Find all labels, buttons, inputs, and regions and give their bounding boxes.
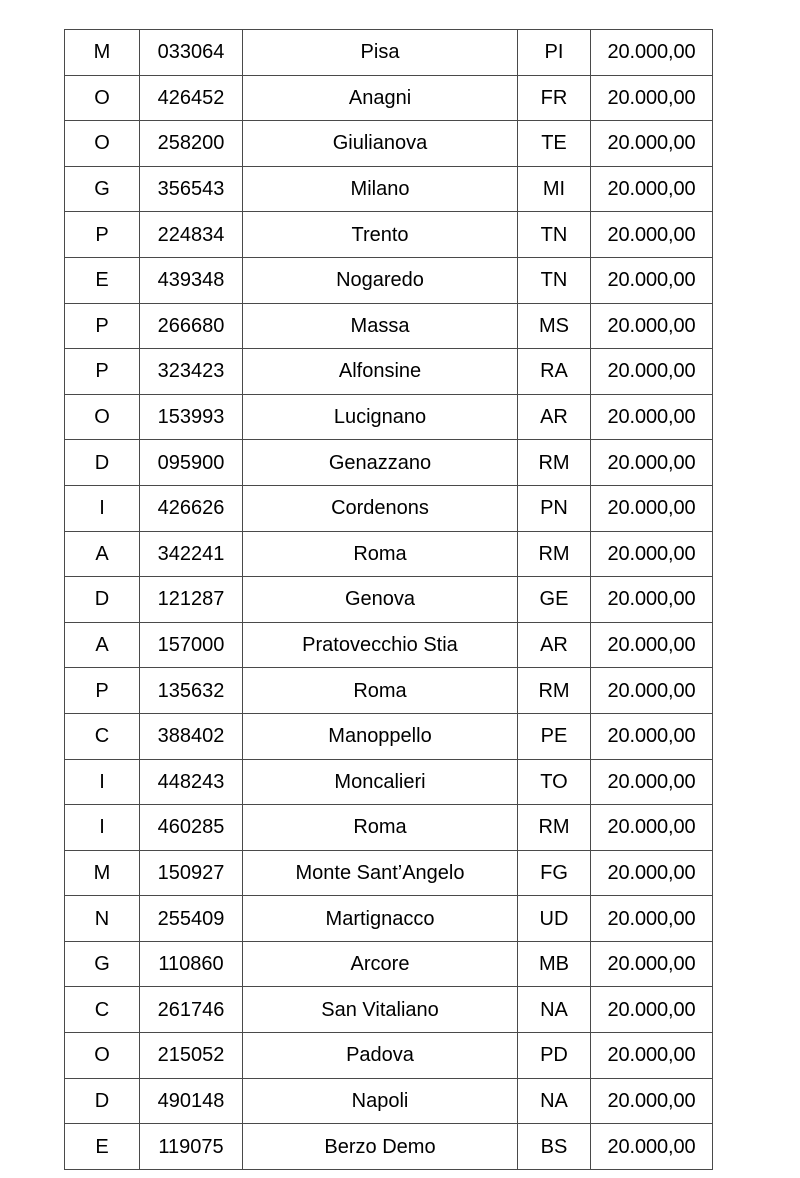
cell-letter: I (65, 485, 140, 531)
cell-city: Massa (243, 303, 518, 349)
table-row (65, 668, 713, 714)
cell-province: AR (518, 394, 591, 440)
cell-city: Lucignano (243, 394, 518, 440)
cell-code: 157000 (140, 622, 243, 668)
cell-amount: 20.000,00 (591, 941, 713, 987)
cell-amount: 20.000,00 (591, 713, 713, 759)
cell-city: Roma (243, 805, 518, 851)
cell-amount: 20.000,00 (591, 257, 713, 303)
cell-amount: 20.000,00 (591, 577, 713, 623)
table-row (65, 941, 713, 987)
cell-code: 095900 (140, 440, 243, 486)
cell-province: BS (518, 1124, 591, 1170)
cell-code: 460285 (140, 805, 243, 851)
cell-code: 388402 (140, 713, 243, 759)
cell-province: FG (518, 850, 591, 896)
cell-city: Nogaredo (243, 257, 518, 303)
table-row (65, 1124, 713, 1170)
cell-city: Padova (243, 1033, 518, 1079)
cell-city: Alfonsine (243, 349, 518, 395)
cell-amount: 20.000,00 (591, 987, 713, 1033)
cell-amount: 20.000,00 (591, 759, 713, 805)
cell-amount: 20.000,00 (591, 485, 713, 531)
cell-code: 266680 (140, 303, 243, 349)
cell-code: 426452 (140, 75, 243, 121)
table-row (65, 622, 713, 668)
cell-code: 490148 (140, 1078, 243, 1124)
cell-code: 356543 (140, 166, 243, 212)
cell-letter: G (65, 166, 140, 212)
cell-code: 033064 (140, 30, 243, 76)
table-row (65, 212, 713, 258)
cell-letter: C (65, 713, 140, 759)
cell-province: TN (518, 257, 591, 303)
cell-letter: N (65, 896, 140, 942)
cell-letter: O (65, 394, 140, 440)
table-row (65, 1033, 713, 1079)
cell-province: TN (518, 212, 591, 258)
cell-amount: 20.000,00 (591, 1033, 713, 1079)
cell-amount: 20.000,00 (591, 30, 713, 76)
cell-province: TE (518, 121, 591, 167)
cell-amount: 20.000,00 (591, 668, 713, 714)
cell-letter: O (65, 121, 140, 167)
cell-letter: P (65, 303, 140, 349)
table-row (65, 394, 713, 440)
cell-code: 448243 (140, 759, 243, 805)
cell-city: Manoppello (243, 713, 518, 759)
table-row (65, 440, 713, 486)
cell-city: Milano (243, 166, 518, 212)
cell-letter: P (65, 668, 140, 714)
table-row (65, 30, 713, 76)
cell-city: Genova (243, 577, 518, 623)
cell-code: 135632 (140, 668, 243, 714)
cell-province: PN (518, 485, 591, 531)
cell-amount: 20.000,00 (591, 121, 713, 167)
cell-city: Cordenons (243, 485, 518, 531)
cell-letter: M (65, 850, 140, 896)
table-row (65, 577, 713, 623)
cell-province: PE (518, 713, 591, 759)
cell-letter: O (65, 75, 140, 121)
cell-province: AR (518, 622, 591, 668)
cell-letter: A (65, 622, 140, 668)
table-row (65, 531, 713, 577)
cell-city: Genazzano (243, 440, 518, 486)
cell-province: MB (518, 941, 591, 987)
table-body (65, 30, 713, 1170)
cell-amount: 20.000,00 (591, 850, 713, 896)
cell-amount: 20.000,00 (591, 394, 713, 440)
cell-code: 258200 (140, 121, 243, 167)
table-row (65, 75, 713, 121)
cell-amount: 20.000,00 (591, 75, 713, 121)
cell-amount: 20.000,00 (591, 896, 713, 942)
cell-city: Roma (243, 668, 518, 714)
cell-letter: C (65, 987, 140, 1033)
cell-province: TO (518, 759, 591, 805)
cell-province: NA (518, 1078, 591, 1124)
cell-amount: 20.000,00 (591, 349, 713, 395)
cell-code: 342241 (140, 531, 243, 577)
cell-province: RM (518, 440, 591, 486)
cell-amount: 20.000,00 (591, 212, 713, 258)
cell-code: 261746 (140, 987, 243, 1033)
cell-letter: M (65, 30, 140, 76)
cell-city: Moncalieri (243, 759, 518, 805)
cell-letter: E (65, 257, 140, 303)
cell-amount: 20.000,00 (591, 440, 713, 486)
table-row (65, 713, 713, 759)
cell-code: 119075 (140, 1124, 243, 1170)
cell-letter: A (65, 531, 140, 577)
cell-letter: I (65, 805, 140, 851)
cell-code: 121287 (140, 577, 243, 623)
table-row (65, 303, 713, 349)
cell-amount: 20.000,00 (591, 805, 713, 851)
cell-code: 323423 (140, 349, 243, 395)
cell-letter: P (65, 212, 140, 258)
cell-amount: 20.000,00 (591, 1124, 713, 1170)
cell-code: 150927 (140, 850, 243, 896)
cell-province: RA (518, 349, 591, 395)
table-row (65, 850, 713, 896)
cell-city: Napoli (243, 1078, 518, 1124)
cell-amount: 20.000,00 (591, 622, 713, 668)
cell-city: Berzo Demo (243, 1124, 518, 1170)
cell-amount: 20.000,00 (591, 303, 713, 349)
table-row (65, 896, 713, 942)
table-row (65, 805, 713, 851)
table-container (64, 29, 712, 1170)
table-row (65, 485, 713, 531)
cell-city: Anagni (243, 75, 518, 121)
cell-letter: O (65, 1033, 140, 1079)
cell-code: 110860 (140, 941, 243, 987)
table-row (65, 349, 713, 395)
table-row (65, 1078, 713, 1124)
cell-amount: 20.000,00 (591, 531, 713, 577)
cell-letter: D (65, 1078, 140, 1124)
cell-amount: 20.000,00 (591, 166, 713, 212)
cell-province: NA (518, 987, 591, 1033)
cell-city: San Vitaliano (243, 987, 518, 1033)
cell-code: 224834 (140, 212, 243, 258)
cell-letter: D (65, 440, 140, 486)
cell-province: RM (518, 668, 591, 714)
cell-letter: E (65, 1124, 140, 1170)
cell-province: FR (518, 75, 591, 121)
table-row (65, 257, 713, 303)
cell-province: MI (518, 166, 591, 212)
cell-city: Roma (243, 531, 518, 577)
cell-province: UD (518, 896, 591, 942)
cell-province: RM (518, 531, 591, 577)
cell-city: Pisa (243, 30, 518, 76)
cell-city: Trento (243, 212, 518, 258)
table-row (65, 759, 713, 805)
cell-code: 255409 (140, 896, 243, 942)
cell-province: PI (518, 30, 591, 76)
cell-letter: P (65, 349, 140, 395)
cell-province: MS (518, 303, 591, 349)
cell-city: Giulianova (243, 121, 518, 167)
cell-amount: 20.000,00 (591, 1078, 713, 1124)
cell-city: Arcore (243, 941, 518, 987)
data-table (64, 29, 713, 1170)
table-row (65, 121, 713, 167)
cell-city: Martignacco (243, 896, 518, 942)
cell-code: 426626 (140, 485, 243, 531)
cell-code: 215052 (140, 1033, 243, 1079)
cell-city: Pratovecchio Stia (243, 622, 518, 668)
cell-code: 153993 (140, 394, 243, 440)
cell-province: PD (518, 1033, 591, 1079)
cell-letter: D (65, 577, 140, 623)
cell-province: GE (518, 577, 591, 623)
cell-city: Monte Sant’Angelo (243, 850, 518, 896)
table-row (65, 166, 713, 212)
cell-letter: I (65, 759, 140, 805)
cell-letter: G (65, 941, 140, 987)
cell-code: 439348 (140, 257, 243, 303)
table-row (65, 987, 713, 1033)
cell-province: RM (518, 805, 591, 851)
